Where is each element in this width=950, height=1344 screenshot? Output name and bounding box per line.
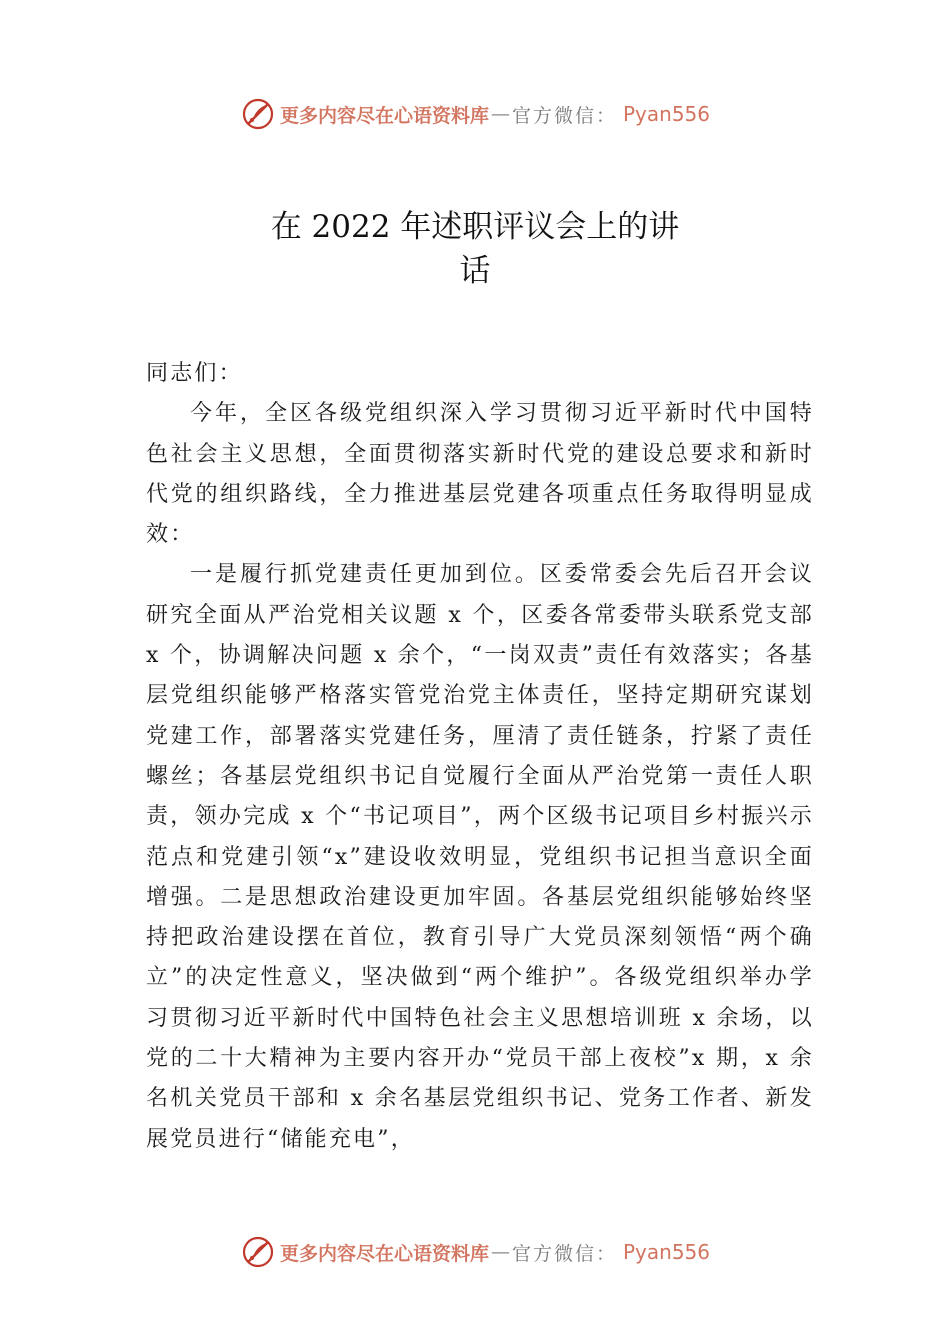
document-body bbox=[146, 354, 814, 1160]
title-line-2: 话 bbox=[459, 253, 491, 289]
banner-main-text: 更多内容尽在心语资料库 bbox=[279, 104, 489, 127]
banner-main-text: 更多内容尽在心语资料库 bbox=[279, 1242, 489, 1265]
banner-separator: — bbox=[490, 103, 510, 125]
paragraph-1: 今年，全区各级党组织深入学习贯彻习近平新时代中国特色社会主义思想，全面贯彻落实新时代党的建设总要求和新时代党的组织路线，全力推进基层党建各项重点任务取得明显成效： bbox=[146, 401, 814, 548]
header-watermark-banner bbox=[0, 94, 950, 134]
banner-wechat-label: 官方微信： bbox=[511, 1242, 617, 1265]
salutation: 同志们： bbox=[146, 361, 243, 386]
footer-watermark-banner bbox=[0, 1232, 950, 1272]
paragraph-2: 一是履行抓党建责任更加到位。区委常委会先后召开会议研究全面从严治党相关议题 x 个，区委各常委带头联系党支部 x 个，协调解决问题 x 余个，“一岗双责”责任有效落实；各基层党组织能够严格落实管党治党主体责任，坚持定期研究谋划党建工作，部署落实党建任务，厘清了责任链条，拧紧了责任螺丝；各基层党组织书记自觉履行全面从严治党第一责任人职责，领办完成 x 个“书记项目”，两个区级书记项目乡村振兴示范点和党建引领“x”建设收效明显，党组织书记担当意识全面增强。二是思想政治建设更加牢固。各基层党组织能够始终坚持把政治建设摆在首位，教育引导广大党员深刻领悟“两个确立”的决定性意义，坚决做到“两个维护”。各级党组织举办学习贯彻习近平新时代中国特色社会主义思想培训班 x 余场，以党的二十大精神为主要内容开办“党员干部上夜校”x 期，x 余名机关党员干部和 x 余名基层党组织书记、党务工作者、新发展党员进行“储能充电”， bbox=[146, 562, 814, 1152]
banner-wechat-label: 官方微信： bbox=[511, 104, 617, 127]
quill-seal-logo-icon bbox=[240, 96, 276, 132]
document-title bbox=[0, 205, 950, 293]
banner-wechat-id: Pyan556 bbox=[623, 102, 711, 126]
quill-seal-logo-icon bbox=[240, 1234, 276, 1270]
banner-wechat-id: Pyan556 bbox=[623, 1240, 711, 1264]
title-line-1: 在 2022 年述职评议会上的讲 bbox=[270, 209, 680, 245]
banner-separator: — bbox=[490, 1241, 510, 1263]
